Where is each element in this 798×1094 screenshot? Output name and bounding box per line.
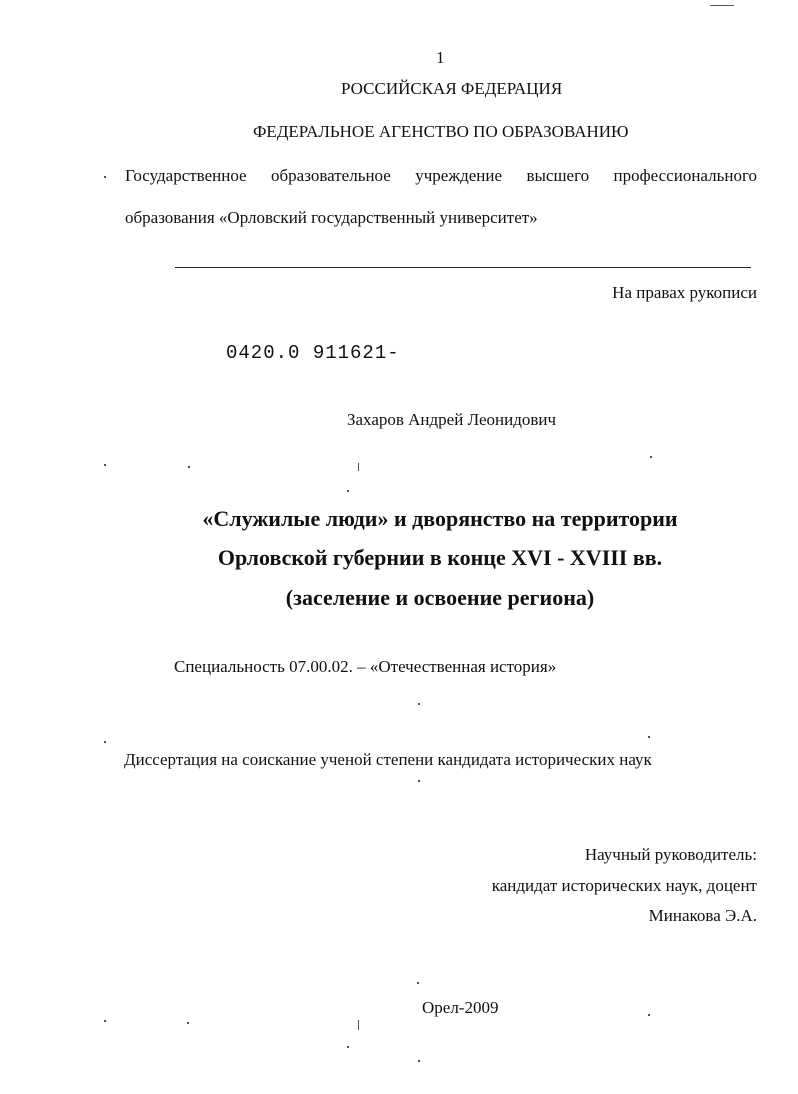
agency-heading: ФЕДЕРАЛЬНОЕ АГЕНСТВО ПО ОБРАЗОВАНИЮ	[253, 122, 629, 141]
scan-artifact	[358, 463, 359, 471]
scan-artifact	[648, 736, 650, 738]
scan-artifact	[417, 982, 419, 984]
page-number: 1	[436, 48, 445, 67]
scan-artifact	[648, 1014, 650, 1016]
scan-artifact	[347, 490, 349, 492]
scan-artifact	[104, 741, 106, 743]
manuscript-note: На правах рукописи	[612, 283, 757, 302]
scan-artifact	[418, 780, 420, 782]
institution-line-2: образования «Орловский государственный университет»	[125, 208, 538, 227]
scan-artifact	[418, 1060, 420, 1062]
scan-artifact	[187, 1022, 189, 1024]
city-year: Орел-2009	[422, 998, 499, 1017]
title-line-2: Орловской губернии в конце XVI - XVIII вв.	[217, 545, 663, 570]
scan-artifact	[358, 1020, 359, 1030]
registration-number: 0420.0 911621-	[226, 342, 400, 364]
country-heading: РОССИЙСКАЯ ФЕДЕРАЦИЯ	[341, 79, 563, 98]
scan-artifact	[710, 5, 734, 6]
title-line-1: «Служилые люди» и дворянство на территории	[202, 506, 678, 531]
dissertation-statement: Диссертация на соискание ученой степени кандидата исторических наук	[124, 750, 652, 769]
scan-artifact	[188, 466, 190, 468]
author-name: Захаров Андрей Леонидович	[347, 410, 557, 429]
specialty: Специальность 07.00.02. – «Отечественная история»	[174, 657, 557, 676]
supervisor-degree: кандидат исторических наук, доцент	[491, 876, 757, 895]
scan-artifact	[104, 1020, 106, 1022]
supervisor-label: Научный руководитель:	[584, 845, 757, 864]
institution-line-1: Государственное образовательное учреждение высшего профессионального	[125, 166, 757, 185]
supervisor-name: Минакова Э.А.	[648, 906, 757, 925]
title-line-3: (заселение и освоение региона)	[285, 585, 595, 610]
scan-artifact	[347, 1046, 349, 1048]
scan-artifact	[104, 176, 106, 178]
scan-artifact	[104, 464, 106, 466]
scan-artifact	[418, 703, 420, 705]
scan-artifact	[650, 456, 652, 458]
header-divider	[175, 267, 751, 268]
